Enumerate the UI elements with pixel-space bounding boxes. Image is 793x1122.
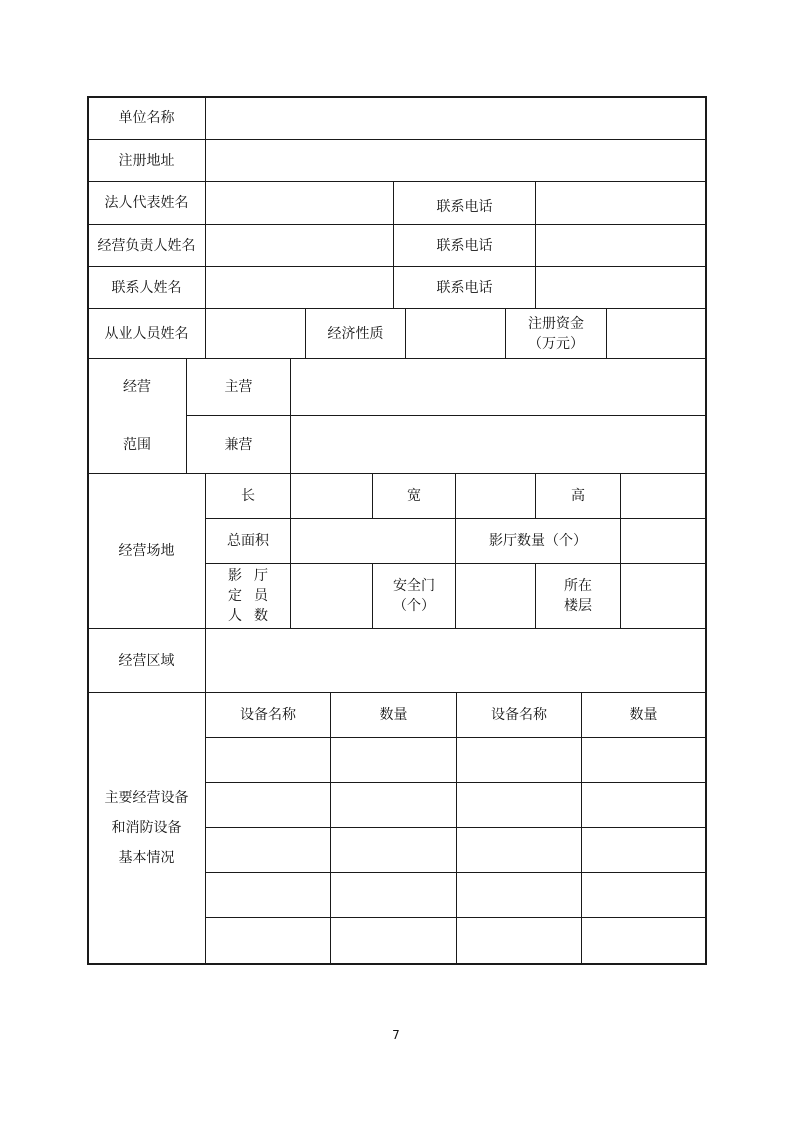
col-line <box>405 308 406 358</box>
col-line <box>620 473 621 628</box>
equipment-name-header: 设备名称 <box>240 707 296 723</box>
table-border-bottom <box>87 963 707 965</box>
economic-nature-label: 经济性质 <box>327 325 384 342</box>
contact-phone-label: 联系电话 <box>436 279 493 296</box>
quantity-header: 数量 <box>379 707 408 723</box>
side-business-label: 兼营 <box>224 436 253 453</box>
contact-person-name-label: 联系人姓名 <box>111 279 182 296</box>
unit-name-label: 单位名称 <box>118 110 175 126</box>
floor-label: 所在 楼层 <box>564 578 592 614</box>
equipment-name-header: 设备名称 <box>491 707 547 723</box>
col-line <box>606 308 607 358</box>
length-label: 长 <box>241 488 255 504</box>
manager-name-label: 经营负责人姓名 <box>97 237 196 254</box>
width-label: 宽 <box>407 488 421 504</box>
safety-door-label: 安全门 （个） <box>393 578 435 614</box>
col-line <box>290 358 291 473</box>
hall-capacity-label: 影 厅 定 员 人 数 <box>228 568 268 624</box>
scope-label-line1: 经营 <box>123 379 151 395</box>
legal-rep-name-label: 法人代表姓名 <box>104 195 189 211</box>
height-label: 高 <box>571 488 585 504</box>
col-line <box>205 96 206 358</box>
quantity-header: 数量 <box>629 707 658 723</box>
scope-label-line2: 范围 <box>123 436 151 453</box>
contact-phone-label: 联系电话 <box>436 199 493 215</box>
reg-capital-label: 注册资金 （万元） <box>528 315 584 352</box>
col-line <box>535 181 536 308</box>
col-line <box>290 473 291 628</box>
total-area-label: 总面积 <box>227 533 269 549</box>
table-border-right <box>705 96 707 965</box>
equipment-label: 主要经营设备 和消防设备 基本情况 <box>104 790 189 866</box>
reg-address-label: 注册地址 <box>118 152 175 169</box>
venue-label: 经营场地 <box>118 543 175 559</box>
main-business-label: 主营 <box>224 379 253 395</box>
hall-count-label: 影厅数量（个） <box>489 533 587 549</box>
staff-name-label: 从业人员姓名 <box>104 325 189 342</box>
contact-phone-label: 联系电话 <box>436 237 493 254</box>
page-number: 7 <box>392 1028 400 1042</box>
area-label: 经营区域 <box>118 652 175 669</box>
